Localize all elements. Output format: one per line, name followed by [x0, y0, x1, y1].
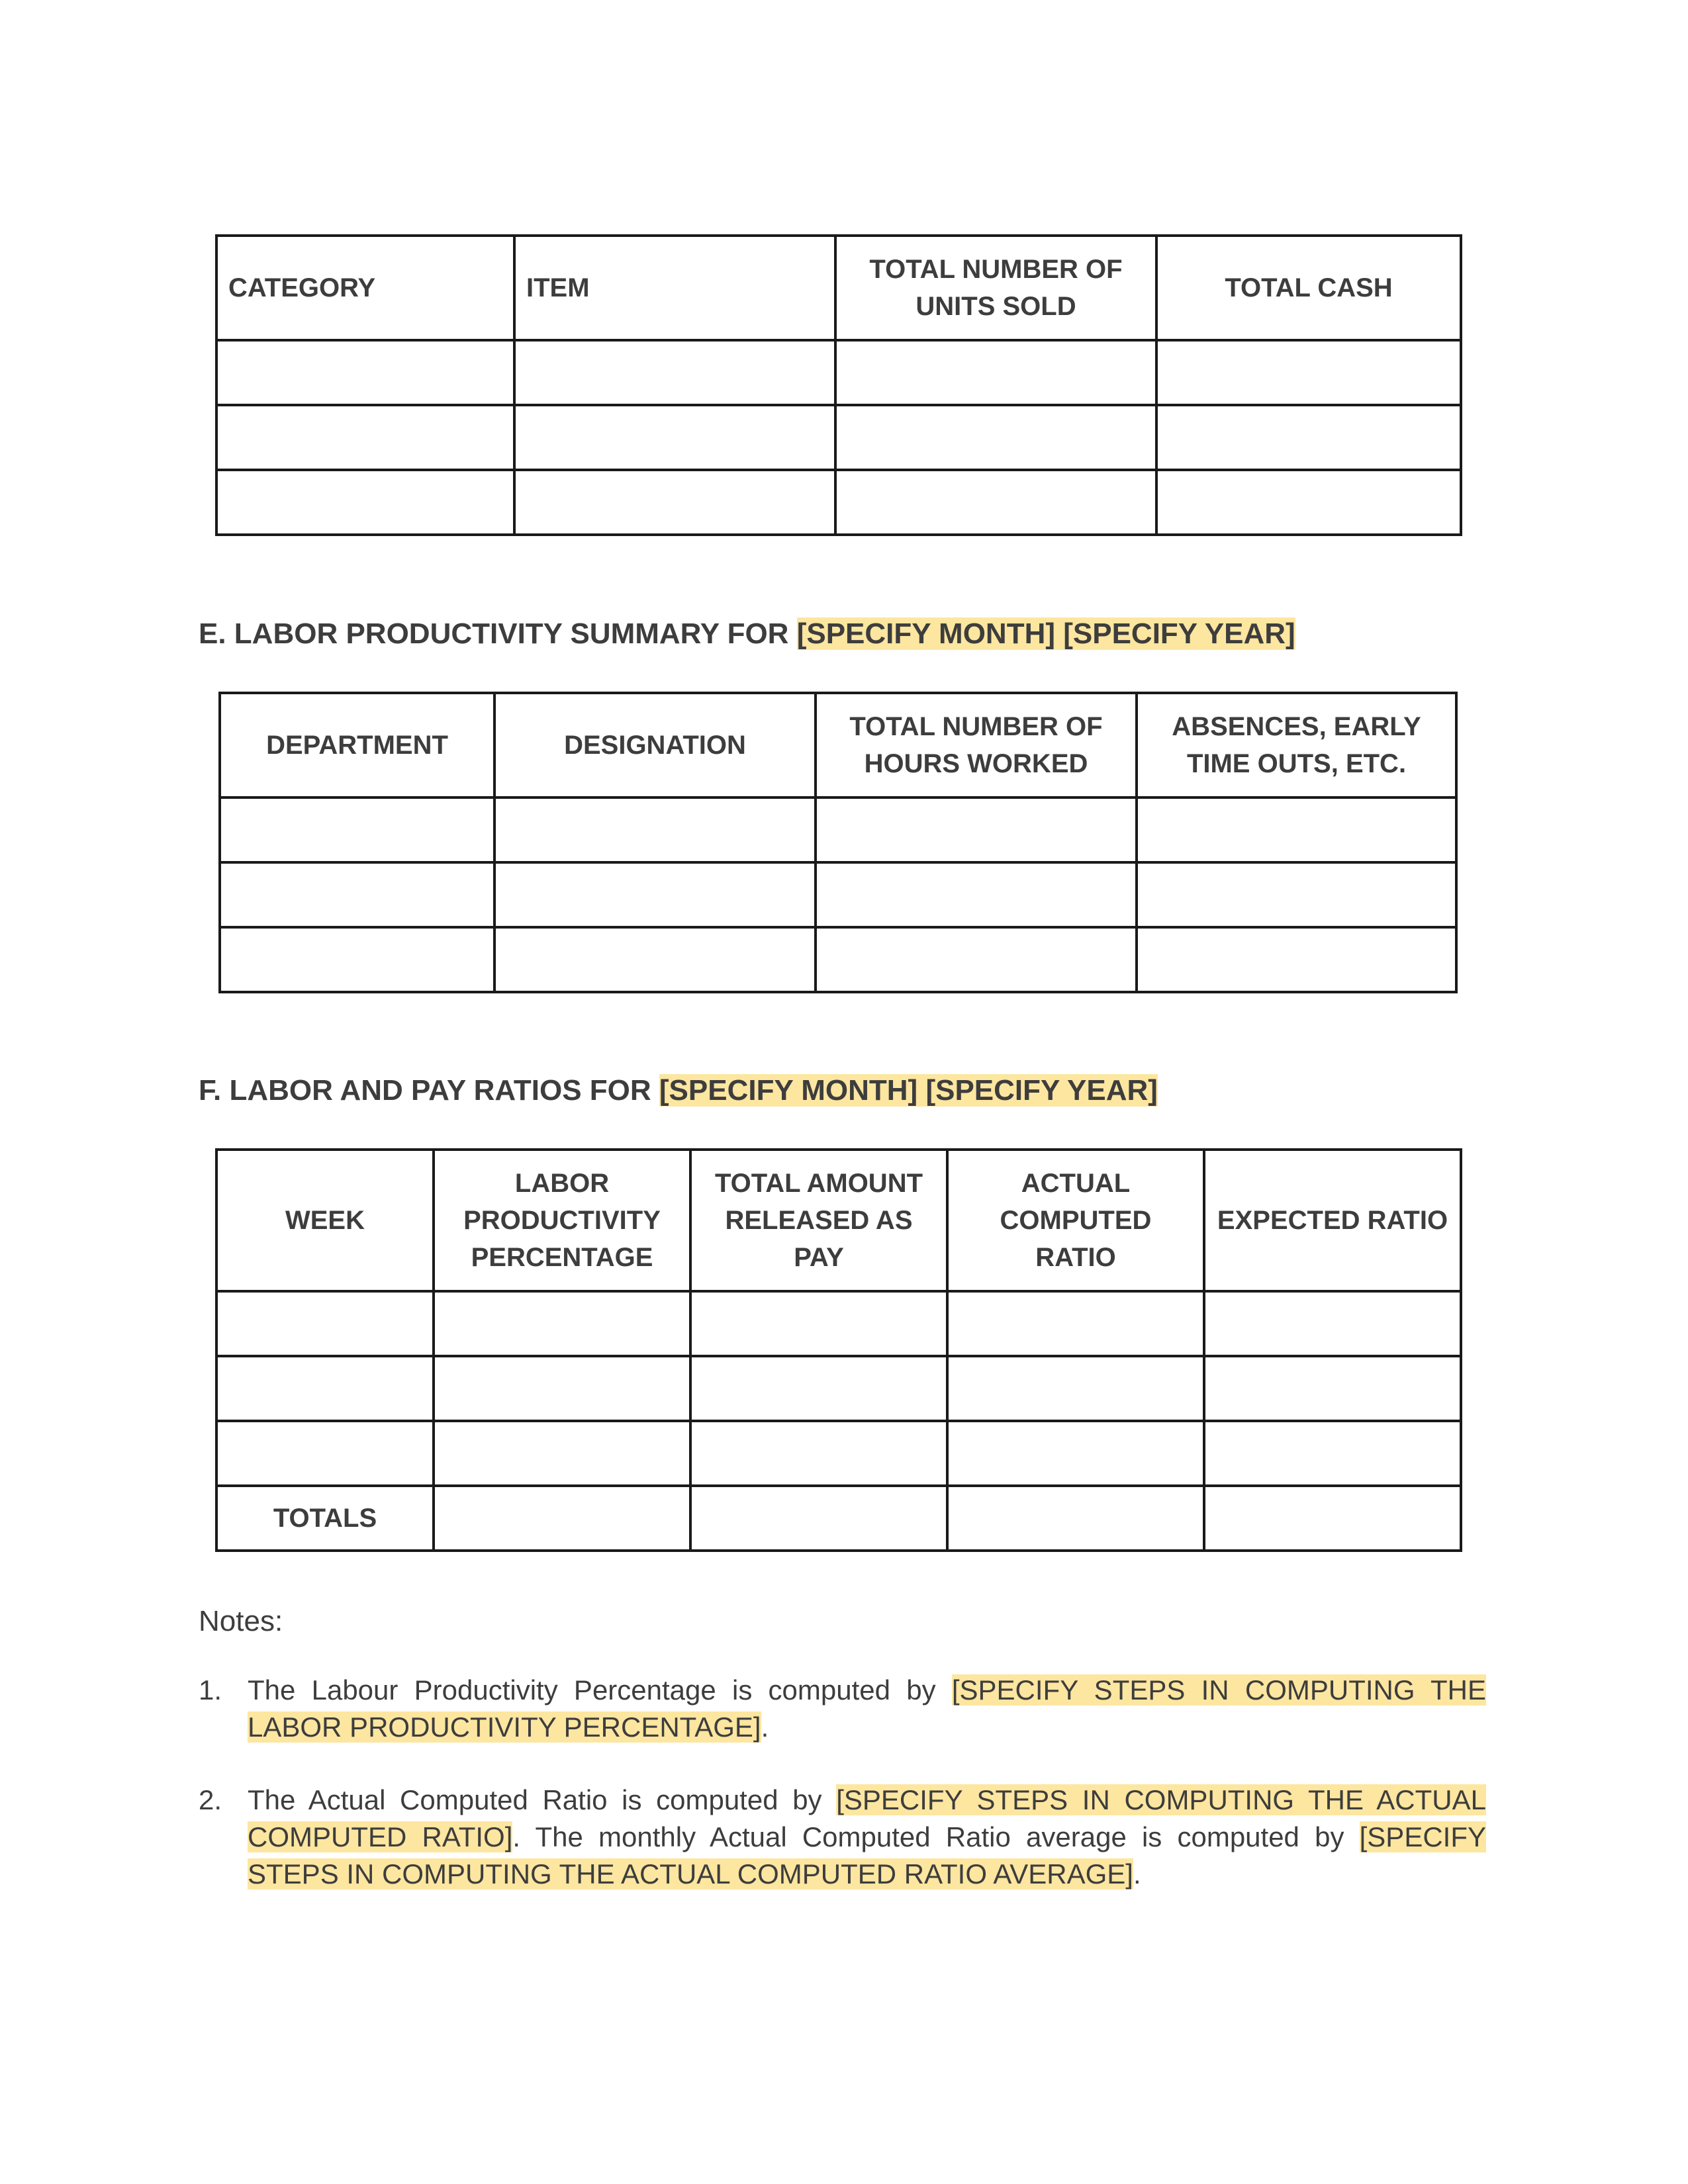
table-cell[interactable]: [816, 862, 1137, 927]
table-cell[interactable]: [434, 1486, 690, 1551]
header-total-hours-worked: TOTAL NUMBER OF HOURS WORKED: [816, 693, 1137, 797]
labor-productivity-table: [218, 692, 1458, 993]
note-text: .: [761, 1711, 769, 1743]
table-cell[interactable]: [835, 340, 1156, 405]
table-cell[interactable]: [947, 1356, 1204, 1421]
table-row: [220, 797, 1456, 862]
note-placeholder: [SPECIFY STEPS IN COMPUTING THE ACTUAL COMPUTED RATIO AVERAGE]: [248, 1821, 1487, 1889]
note-body: [248, 1782, 1486, 1893]
labor-pay-ratios-table: [215, 1148, 1462, 1552]
table-row: [220, 927, 1456, 992]
table-cell[interactable]: [947, 1291, 1204, 1356]
table-cell[interactable]: [216, 1291, 434, 1356]
header-expected-ratio: EXPECTED RATIO: [1204, 1150, 1461, 1291]
header-total-amount-released: TOTAL AMOUNT RELEASED AS PAY: [690, 1150, 947, 1291]
note-text: The Labour Productivity Percentage is computed by: [248, 1674, 952, 1706]
table-cell[interactable]: [220, 797, 494, 862]
note-text: . The monthly Actual Computed Ratio average is computed by: [512, 1821, 1360, 1852]
section-f-heading-placeholder: [SPECIFY MONTH] [SPECIFY YEAR]: [659, 1074, 1158, 1107]
table-cell[interactable]: [494, 862, 816, 927]
notes-title: Notes:: [199, 1605, 283, 1637]
table-cell[interactable]: [434, 1421, 690, 1486]
section-f-heading-text: F. LABOR AND PAY RATIOS FOR: [199, 1074, 659, 1107]
table-cell[interactable]: [1204, 1356, 1461, 1421]
sales-table: [215, 234, 1462, 536]
table-cell[interactable]: [1204, 1291, 1461, 1356]
section-f-heading: [199, 1071, 1158, 1111]
table-cell[interactable]: [1156, 340, 1461, 405]
table-cell[interactable]: [494, 927, 816, 992]
table-cell[interactable]: [216, 1421, 434, 1486]
sales-table-header-row: [216, 236, 1461, 340]
table-row: [216, 1421, 1461, 1486]
header-labor-productivity-percentage: LABOR PRODUCTIVITY PERCENTAGE: [434, 1150, 690, 1291]
section-e-heading: [199, 614, 1295, 654]
table-row: [220, 862, 1456, 927]
table-cell[interactable]: [514, 405, 835, 470]
table-cell[interactable]: [216, 405, 514, 470]
table-cell[interactable]: [690, 1486, 947, 1551]
table-cell[interactable]: [494, 797, 816, 862]
table-cell[interactable]: [220, 927, 494, 992]
table-cell[interactable]: [835, 405, 1156, 470]
header-absences: ABSENCES, EARLY TIME OUTS, ETC.: [1137, 693, 1456, 797]
header-designation: DESIGNATION: [494, 693, 816, 797]
table-cell[interactable]: [1204, 1486, 1461, 1551]
table-cell[interactable]: [816, 797, 1137, 862]
header-total-cash: TOTAL CASH: [1156, 236, 1461, 340]
table-cell[interactable]: [514, 340, 835, 405]
totals-row: [216, 1486, 1461, 1551]
table-cell[interactable]: [947, 1421, 1204, 1486]
table-cell[interactable]: [835, 470, 1156, 535]
table-cell[interactable]: [216, 1356, 434, 1421]
table-cell[interactable]: [434, 1291, 690, 1356]
table-row: [216, 405, 1461, 470]
table-cell[interactable]: [220, 862, 494, 927]
table-cell[interactable]: [690, 1421, 947, 1486]
table-cell[interactable]: [1156, 470, 1461, 535]
section-e-heading-placeholder: [SPECIFY MONTH] [SPECIFY YEAR]: [796, 617, 1295, 650]
header-category: CATEGORY: [216, 236, 514, 340]
table-cell[interactable]: [1137, 927, 1456, 992]
table-cell[interactable]: [816, 927, 1137, 992]
totals-label: TOTALS: [216, 1486, 434, 1551]
note-number: 1.: [199, 1674, 222, 1706]
header-week: WEEK: [216, 1150, 434, 1291]
table-cell[interactable]: [1137, 862, 1456, 927]
note-text: The Actual Computed Ratio is computed by: [248, 1784, 837, 1815]
labor-productivity-header-row: [220, 693, 1456, 797]
table-row: [216, 340, 1461, 405]
table-cell[interactable]: [1156, 405, 1461, 470]
table-row: [216, 1356, 1461, 1421]
note-text: .: [1133, 1858, 1141, 1889]
note-item-2: [199, 1782, 1486, 1893]
note-placeholder: [SPECIFY STEPS IN COMPUTING THE ACTUAL COMPUTED RATIO]: [248, 1784, 1486, 1852]
table-cell[interactable]: [947, 1486, 1204, 1551]
table-cell[interactable]: [434, 1356, 690, 1421]
note-item-1: [199, 1672, 1486, 1746]
table-cell[interactable]: [1137, 797, 1456, 862]
table-cell[interactable]: [1204, 1421, 1461, 1486]
note-placeholder: [SPECIFY STEPS IN COMPUTING THE LABOR PRODUCTIVITY PERCENTAGE]: [248, 1674, 1486, 1743]
table-cell[interactable]: [216, 470, 514, 535]
table-cell[interactable]: [690, 1291, 947, 1356]
section-e-heading-text: E. LABOR PRODUCTIVITY SUMMARY FOR: [199, 617, 797, 650]
header-actual-computed-ratio: ACTUAL COMPUTED RATIO: [947, 1150, 1204, 1291]
note-number: 2.: [199, 1784, 222, 1815]
header-total-units-sold: TOTAL NUMBER OF UNITS SOLD: [835, 236, 1156, 340]
table-row: [216, 470, 1461, 535]
labor-pay-ratios-header-row: [216, 1150, 1461, 1291]
table-cell[interactable]: [216, 340, 514, 405]
header-department: DEPARTMENT: [220, 693, 494, 797]
table-cell[interactable]: [690, 1356, 947, 1421]
note-body: [248, 1672, 1486, 1746]
table-row: [216, 1291, 1461, 1356]
header-item: ITEM: [514, 236, 835, 340]
table-cell[interactable]: [514, 470, 835, 535]
